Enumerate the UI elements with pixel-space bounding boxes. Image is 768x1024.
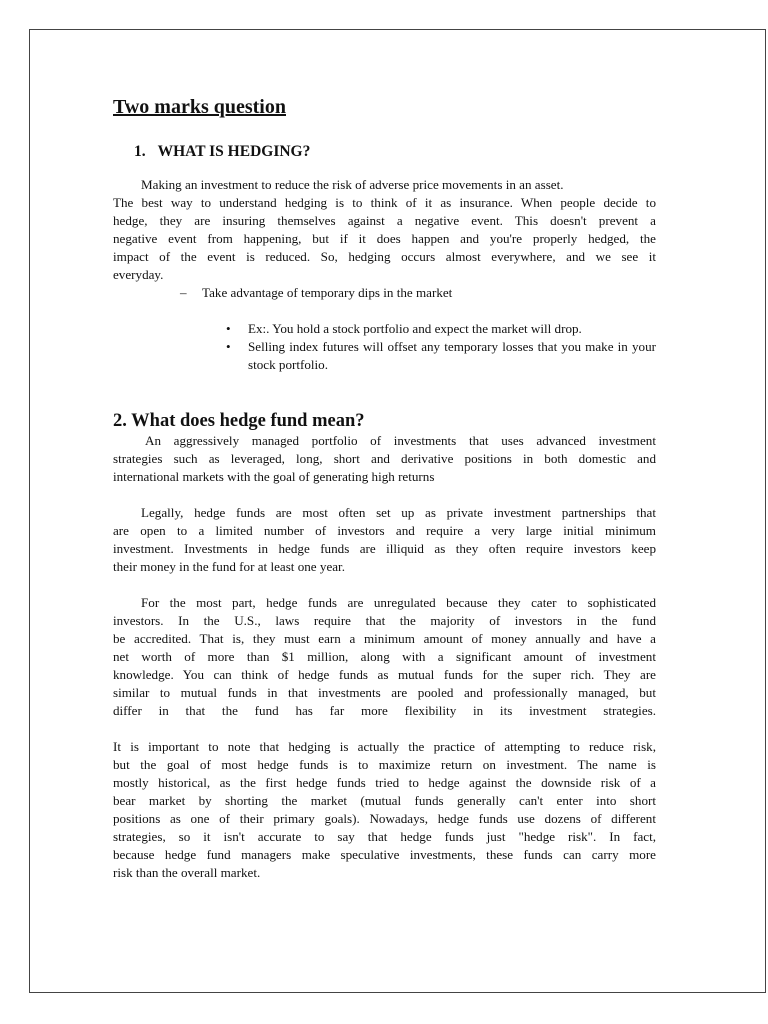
body-line: knowledge. You can think of hedge funds as mutual funds for the super rich. They are [113, 667, 656, 682]
dash-marker: – [180, 285, 187, 300]
body-line: net worth of more than $1 million, along with a significant amount of investment [113, 649, 656, 664]
bullet-marker: • [226, 339, 231, 354]
body-line: An aggressively managed portfolio of investments that uses advanced investment [145, 433, 656, 448]
bullet-item [113, 320, 656, 338]
body-line: strategies, so it isn't accurate to say that hedge funds just "hedge risk". In fact, [113, 829, 656, 844]
bullet-marker: • [226, 321, 231, 336]
question-2-paragraph-1 [113, 432, 656, 486]
body-line: hedge, they are insuring themselves against a negative event. This doesn't prevent a [113, 213, 656, 228]
bullet-text: Ex:. You hold a stock portfolio and expect the market will drop. [248, 321, 582, 336]
body-line: are open to a limited number of investors and require a very large initial minimum [113, 523, 656, 538]
body-line: everyday. [113, 267, 164, 282]
body-line: strategies such as leveraged, long, short and derivative positions in both domestic and [113, 451, 656, 466]
dash-item-text: Take advantage of temporary dips in the market [202, 285, 453, 300]
bullet-list [113, 320, 656, 374]
body-line: negative event from happening, but if it does happen and you're properly hedged, the [113, 231, 656, 246]
question-1-body [113, 194, 656, 284]
body-line: their money in the fund for at least one year. [113, 559, 345, 574]
question-2-paragraph-4 [113, 738, 656, 882]
body-line: bear market by shorting the market (mutual funds generally can't enter into short [113, 793, 656, 808]
body-line: mostly historical, as the first hedge funds tried to hedge against the downside risk of a [113, 775, 656, 790]
body-line: similar to mutual funds in that investments are pooled and professionally managed, but [113, 685, 656, 700]
body-line: be accredited. That is, they must earn a minimum amount of money annually and have a [113, 631, 656, 646]
bullet-text: Selling index futures will offset any temporary losses that you make in your stock portfolio. [248, 339, 656, 372]
question-1-intro: Making an investment to reduce the risk of adverse price movements in an asset. [141, 177, 564, 192]
bullet-item [113, 338, 656, 374]
body-line: risk than the overall market. [113, 865, 261, 880]
body-line: but the goal of most hedge funds is to maximize return on investment. The name is [113, 757, 656, 772]
body-line: investment. Investments in hedge funds are illiquid as they often require investors keep [113, 541, 656, 556]
dash-list-item [180, 284, 656, 302]
question-2-paragraph-3 [113, 594, 656, 720]
body-line: because hedge fund managers make speculative investments, these funds can carry more [113, 847, 656, 862]
body-line: international markets with the goal of generating high returns [113, 469, 435, 484]
body-line: impact of the event is reduced. So, hedging occurs almost everywhere, and we see it [113, 249, 656, 264]
question-1-title: WHAT IS HEDGING? [157, 143, 311, 160]
body-line: Legally, hedge funds are most often set up as private investment partnerships that [141, 505, 656, 520]
question-1-number: 1. [134, 143, 146, 160]
question-2-heading: 2. What does hedge fund mean? [113, 411, 365, 431]
body-line: investors. In the U.S., laws require that the majority of investors in the fund [113, 613, 656, 628]
body-line: For the most part, hedge funds are unregulated because they cater to sophisticated [141, 595, 656, 610]
question-2-paragraph-2 [113, 504, 656, 576]
question-1-heading [134, 142, 656, 162]
document-title: Two marks question [113, 96, 286, 118]
body-line: It is important to note that hedging is actually the practice of attempting to reduce risk, [113, 739, 656, 754]
document-content [113, 94, 656, 882]
body-line: differ in that the fund has far more flexibility in its investment strategies. [113, 703, 656, 718]
body-line: The best way to understand hedging is to think of it as insurance. When people decide to [113, 195, 656, 210]
body-line: positions as one of their primary goals). Nowadays, hedge funds use dozens of different [113, 811, 656, 826]
